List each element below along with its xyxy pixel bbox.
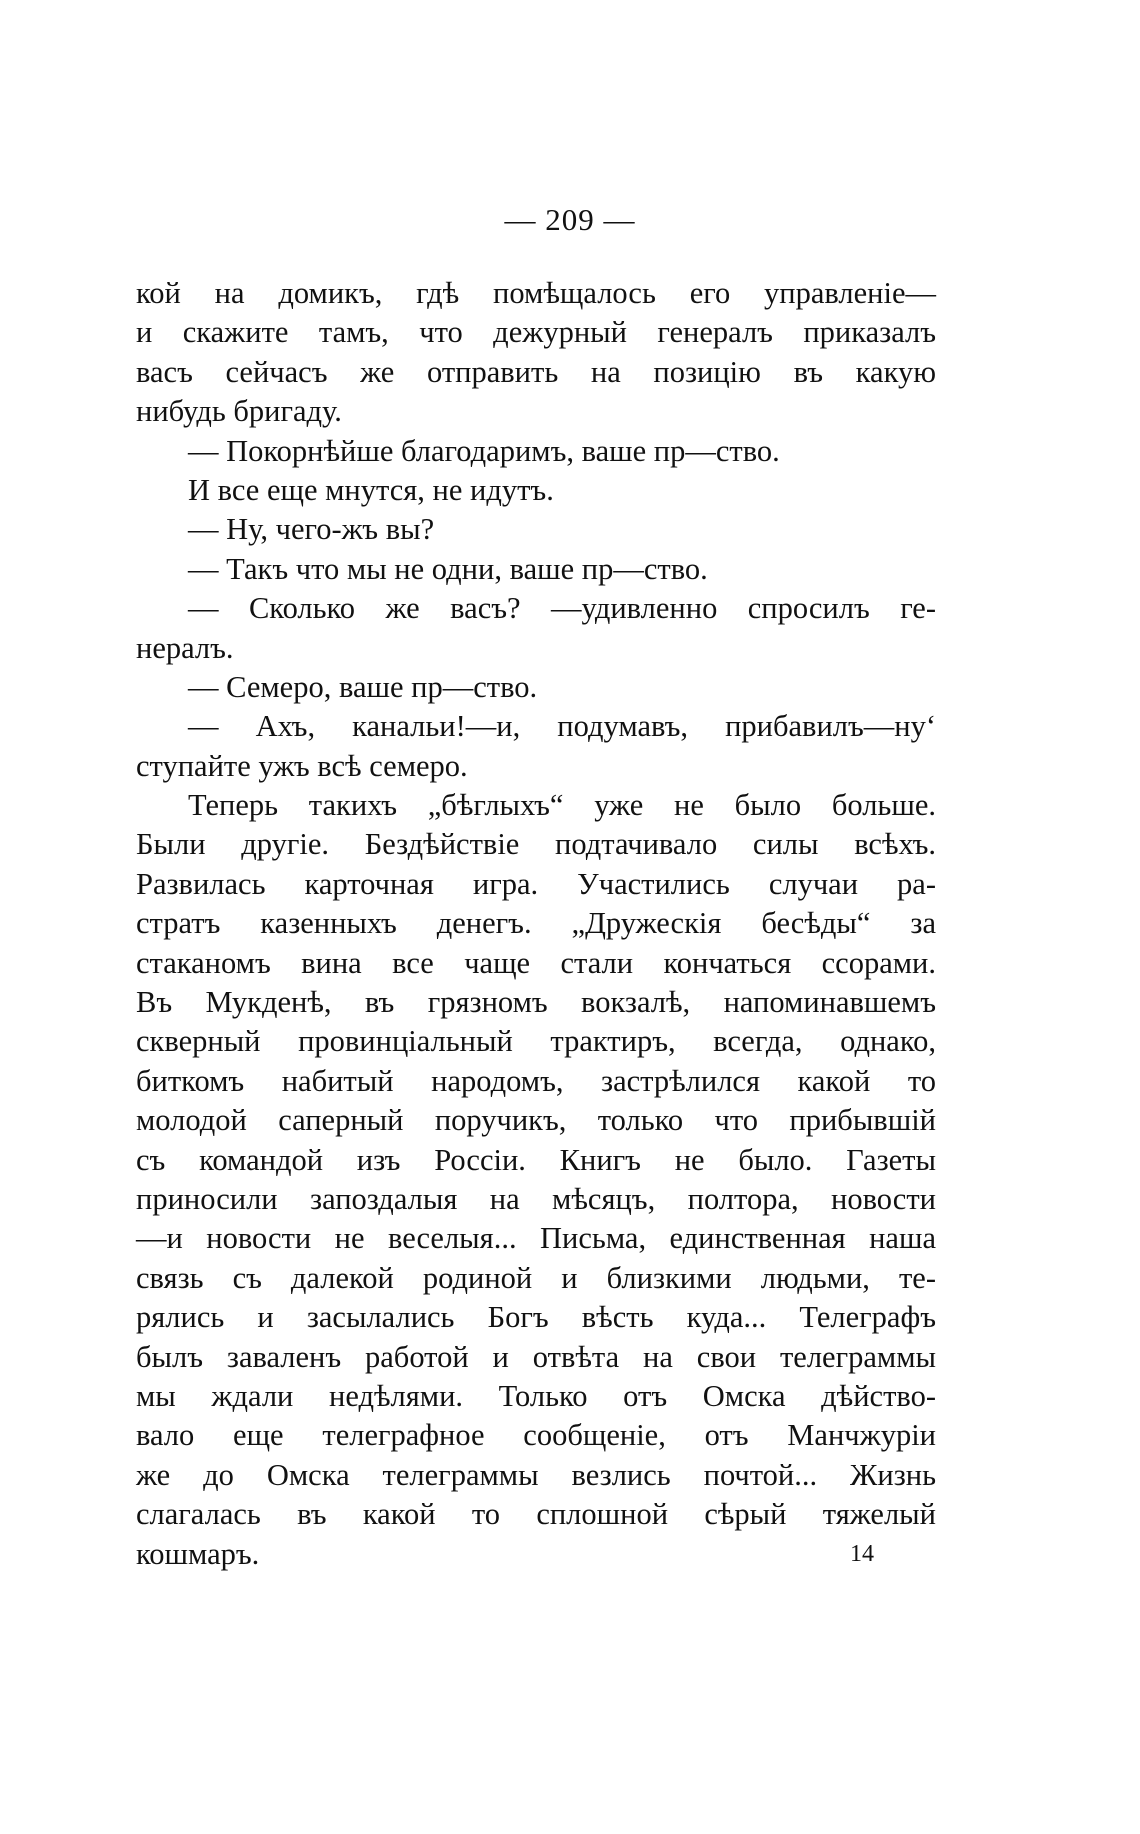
- text-line: Были другіе. Бездѣйствіе подтачивало силы всѣхъ.: [136, 827, 936, 862]
- text-line: стратъ казенныхъ денегъ. „Дружескія бесѣды“ за: [136, 906, 936, 941]
- text-line: мы ждали недѣлями. Только отъ Омска дѣйство-: [136, 1378, 936, 1413]
- text-line: — Семеро, ваше пр—ство.: [188, 669, 538, 704]
- text-line: И все еще мнутся, не идутъ.: [188, 472, 554, 507]
- text-line: былъ заваленъ работой и отвѣта на свои телеграммы: [136, 1339, 936, 1374]
- page-number: — 209 —: [504, 202, 636, 237]
- text-line: рялись и засылались Богъ вѣсть куда... Телеграфъ: [136, 1300, 936, 1335]
- text-line: стаканомъ вина все чаще стали кончаться ссорами.: [136, 945, 936, 980]
- text-line: нералъ.: [136, 630, 234, 665]
- text-line: же до Омска телеграммы везлись почтой... Жизнь: [136, 1457, 936, 1492]
- text-line: —и новости не веселыя... Письма, единственная наша: [136, 1221, 936, 1256]
- text-line: — Ну, чего-жъ вы?: [188, 512, 435, 547]
- text-line: — Ахъ, канальи!—и, подумавъ, прибавилъ—ну‘: [188, 709, 936, 744]
- body-text: [136, 274, 936, 1574]
- text-line: молодой саперный поручикъ, только что прибывшій: [136, 1103, 936, 1138]
- text-line: связь съ далекой родиной и близкими людьми, те-: [136, 1260, 936, 1295]
- text-line: слагалась въ какой то сплошной сѣрый тяжелый: [136, 1497, 936, 1532]
- text-line: скверный провинціальный трактиръ, всегда, однако,: [136, 1024, 936, 1059]
- text-line: — Такъ что мы не одни, ваше пр—ство.: [188, 551, 708, 586]
- text-line: — Покорнѣйше благодаримъ, ваше пр—ство.: [188, 433, 780, 468]
- text-line: ступайте ужъ всѣ семеро.: [136, 748, 468, 783]
- text-line: вало еще телеграфное сообщеніе, отъ Манчжуріи: [136, 1418, 936, 1453]
- text-line: Теперь такихъ „бѣглыхъ“ уже не было больше.: [188, 788, 936, 823]
- text-line: и скажите тамъ, что дежурный генералъ приказалъ: [136, 315, 936, 350]
- text-line: нибудь бригаду.: [136, 394, 342, 429]
- signature-mark: 14: [850, 1540, 874, 1567]
- text-line: васъ сейчасъ же отправить на позицію въ какую: [136, 354, 936, 389]
- text-line: кошмаръ.: [136, 1536, 260, 1571]
- text-line: Развилась карточная игра. Участились случаи ра-: [136, 866, 936, 901]
- last-line-row: [136, 1535, 936, 1574]
- text-line: — Сколько же васъ? —удивленно спросилъ ге-: [188, 591, 936, 626]
- text-line: приносили запоздалыя на мѣсяцъ, полтора, новости: [136, 1181, 936, 1216]
- text-line: Въ Мукденѣ, въ грязномъ вокзалѣ, напоминавшемъ: [136, 985, 936, 1020]
- text-line: съ командой изъ Россіи. Книгъ не было. Газеты: [136, 1142, 936, 1177]
- text-line: кой на домикъ, гдѣ помѣщалось его управленіе—: [136, 276, 936, 310]
- text-line: биткомъ набитый народомъ, застрѣлился какой то: [136, 1063, 936, 1098]
